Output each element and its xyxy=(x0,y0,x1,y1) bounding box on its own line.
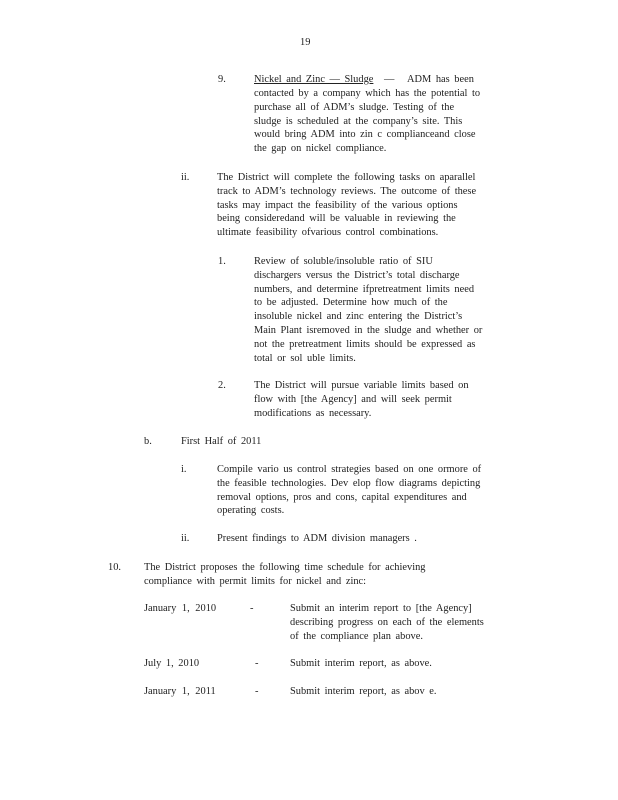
item-10-line: The District proposes the following time schedule for achieving xyxy=(144,562,426,573)
schedule-dash: - xyxy=(250,603,254,614)
item-ii-1-line: not the pretreatment limits should be expressed as xyxy=(254,338,476,350)
item-ii-2-line: flow with [the Agency] and will seek permit xyxy=(254,393,452,405)
item-b-ii-line: Present findings to ADM division managers . xyxy=(217,533,417,544)
schedule-description-line: of the compliance plan above. xyxy=(290,630,423,642)
item-ii-2-body xyxy=(254,379,469,420)
item-9-line: contacted by a company which has the potential to xyxy=(254,88,481,99)
item-b-i-body xyxy=(217,463,481,518)
schedule-description-line: Submit interim report, as above. xyxy=(290,658,432,669)
item-ii-1-line: total or sol uble limits. xyxy=(254,352,356,364)
item-10-line: compliance with permit limits for nickel and zinc: xyxy=(144,575,367,587)
item-9-title-dash: — xyxy=(384,74,395,85)
item-9-line: would bring ADM into zin c complianceand close xyxy=(254,129,476,141)
item-9-first-line xyxy=(254,73,474,87)
schedule-date: July 1, 2010 xyxy=(144,658,200,669)
item-ii-line: The District will complete the following tasks on aparallel xyxy=(217,172,476,183)
item-ii-line: track to ADM’s technology reviews. The outcome of these xyxy=(217,185,477,197)
item-9-line: purchase all of ADM’s sludge. Testing of the xyxy=(254,101,455,113)
page-number: 19 xyxy=(300,37,311,48)
item-9-title: Nickel and Zinc — Sludge xyxy=(254,74,374,85)
item-b-i-line: the feasible technologies. Dev elop flow diagrams depicting xyxy=(217,477,481,489)
item-ii-line: ultimate feasibility ofvarious control combinations. xyxy=(217,227,439,239)
item-ii-2-marker: 2. xyxy=(218,380,226,391)
schedule-date: January 1, 2011 xyxy=(144,686,216,697)
item-ii-1-marker: 1. xyxy=(218,256,226,267)
item-9-body xyxy=(254,87,480,156)
item-b-i-line: removal options, pros and cons, capital expenditures and xyxy=(217,491,467,503)
item-9-line: the gap on nickel compliance. xyxy=(254,143,387,155)
schedule-dash: - xyxy=(255,658,259,669)
schedule-description xyxy=(290,602,484,643)
item-ii-line: being consideredand will be valuable in reviewing the xyxy=(217,213,456,225)
item-9-line: ADM has been xyxy=(407,74,474,85)
item-ii-1-line: Main Plant isremoved in the sludge and whether or xyxy=(254,324,483,336)
item-ii-1-line: Review of soluble/insoluble ratio of SIU xyxy=(254,256,433,267)
item-ii-1-line: dischargers versus the District’s total discharge xyxy=(254,269,460,281)
item-ii-2-line: modifications as necessary. xyxy=(254,407,372,419)
item-b-heading: First Half of 2011 xyxy=(181,436,262,447)
item-ii-1-line: insoluble nickel and zinc entering the District’s xyxy=(254,311,463,323)
item-ii-body xyxy=(217,171,476,240)
item-10-marker: 10. xyxy=(108,562,121,573)
item-b-ii-body xyxy=(217,532,417,546)
item-ii-1-body xyxy=(254,255,482,365)
schedule-date: January 1, 2010 xyxy=(144,603,217,614)
item-b-marker: b. xyxy=(144,436,152,447)
item-b-i-marker: i. xyxy=(181,464,187,475)
item-9-marker: 9. xyxy=(218,74,226,85)
schedule-description-line: Submit an interim report to [the Agency] xyxy=(290,603,472,614)
item-ii-marker: ii. xyxy=(181,172,190,183)
schedule-description-line: Submit interim report, as abov e. xyxy=(290,686,437,697)
schedule-dash: - xyxy=(255,686,259,697)
schedule-description-line: describing progress on each of the elements xyxy=(290,616,484,628)
item-ii-2-line: The District will pursue variable limits based on xyxy=(254,380,469,391)
schedule-description xyxy=(290,685,437,699)
item-ii-1-line: numbers, and determine ifpretreatment limits need xyxy=(254,283,475,295)
item-b-i-line: operating costs. xyxy=(217,505,285,517)
item-ii-1-line: to be adjusted. Determine how much of the xyxy=(254,297,448,309)
item-b-i-line: Compile vario us control strategies based on one ormore of xyxy=(217,464,482,475)
item-b-ii-marker: ii. xyxy=(181,533,190,544)
schedule-description xyxy=(290,657,432,671)
item-ii-line: tasks may impact the feasibility of the various options xyxy=(217,199,458,211)
item-10-body xyxy=(144,561,425,589)
item-9-line: sludge is scheduled at the company’s site. This xyxy=(254,115,463,127)
